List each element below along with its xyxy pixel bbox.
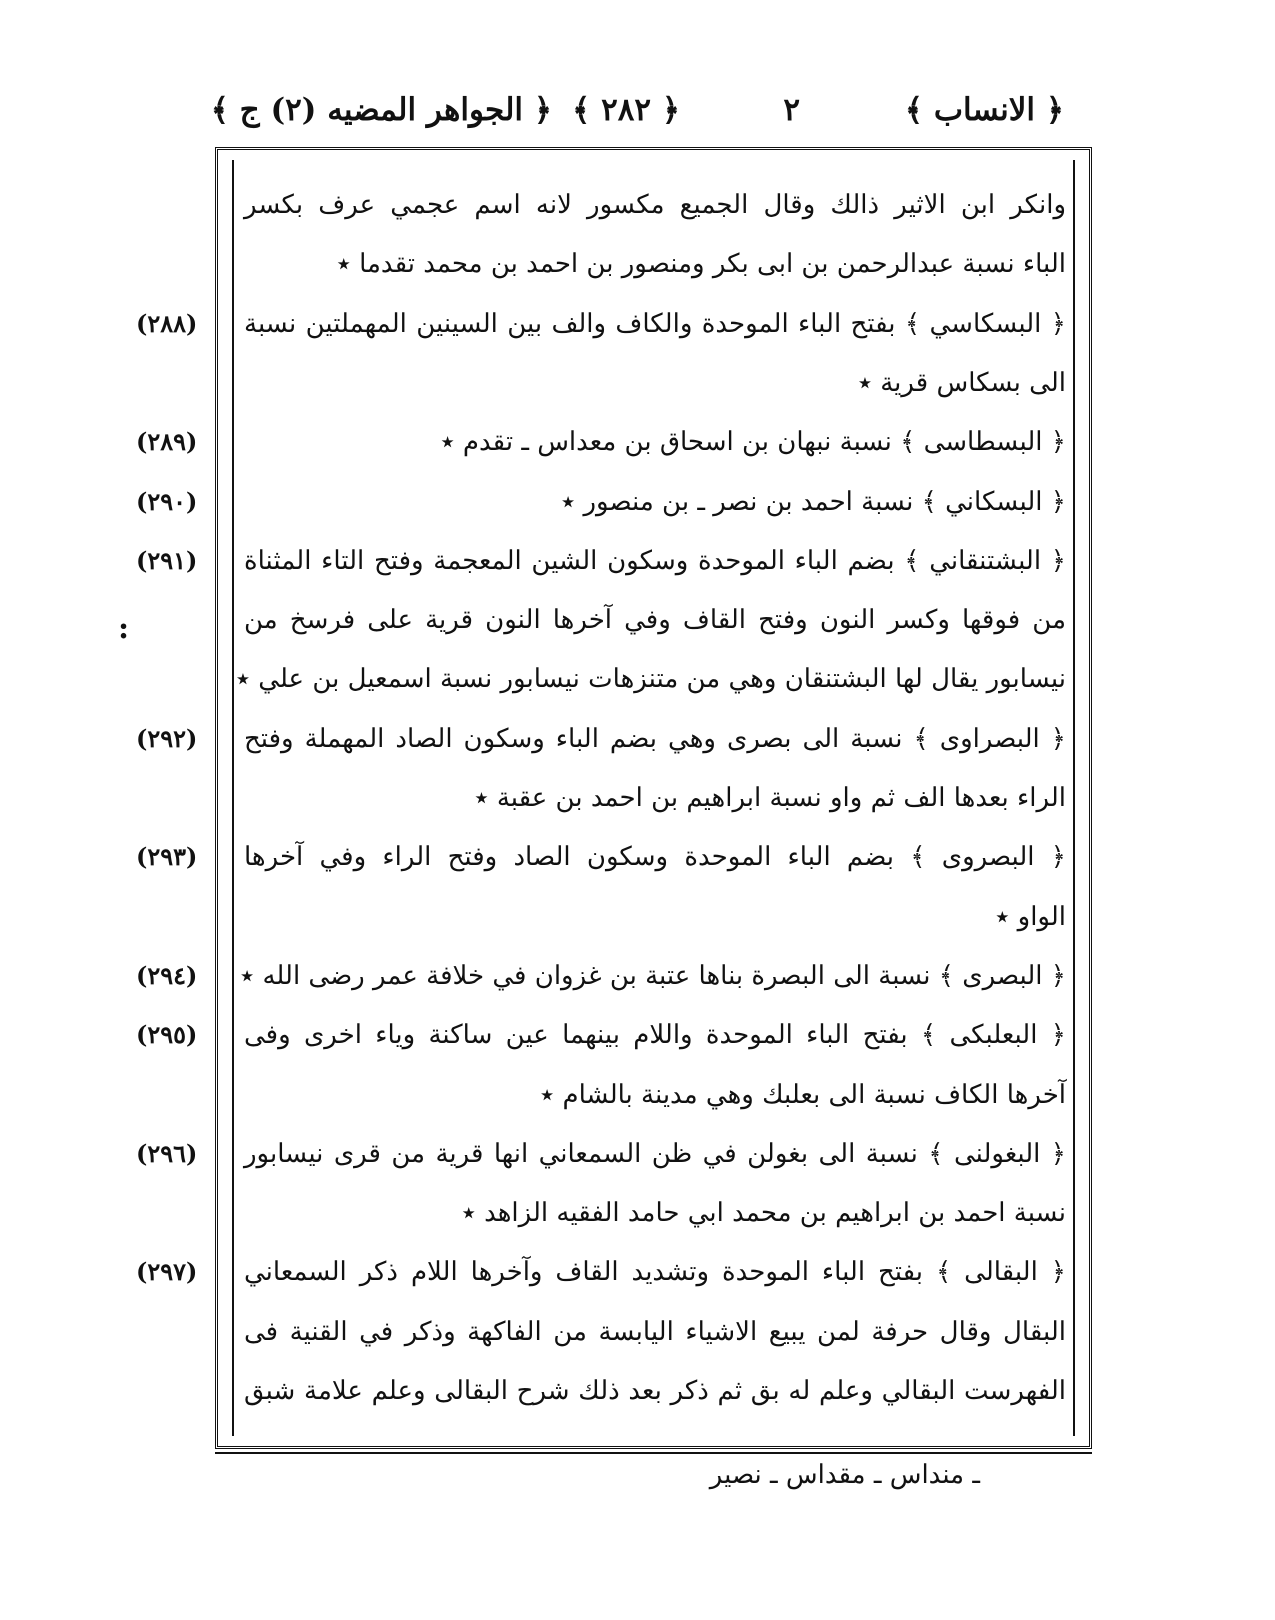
entry-number: (٢٨٩)	[136, 427, 198, 456]
text-line: ﴿ البغولنى ﴾ نسبة الى بغولن في ظن السمعاني انها قرية من قرى نيسابور	[244, 1139, 1066, 1169]
text-line: ﴿ البعلبكى ﴾ بفتح الباء الموحدة واللام بينهما عين ساكنة وياء اخرى وفى	[244, 1020, 1066, 1050]
text-line: البقال وقال حرفة لمن يبيع الاشياء اليابسة من الفاكهة وذكر في القنية فى	[244, 1317, 1066, 1347]
page-header	[210, 92, 1072, 148]
footnote-divider	[215, 1452, 1092, 1454]
page-number: ﴿ ٢٨٢ ﴾	[572, 92, 680, 128]
text-line: ﴿ البصرى ﴾ نسبة الى البصرة بناها عتبة بن غزوان في خلافة عمر رضى الله ٭	[240, 961, 1066, 991]
text-line: ﴿ البصراوى ﴾ نسبة الى بصرى وهي بضم الباء وسكون الصاد المهملة وفتح	[244, 724, 1066, 754]
entry-number: (٢٩٦)	[136, 1139, 198, 1168]
text-line: ﴿ البشتنقاني ﴾ بضم الباء الموحدة وسكون الشين المعجمة وفتح التاء المثناة	[244, 546, 1066, 576]
entry-number: (٢٩١)	[136, 546, 198, 575]
text-line: الفهرست البقالي وعلم له بق ثم ذكر بعد ذلك شرح البقالى وعلم علامة شبق	[244, 1376, 1066, 1406]
text-line: ﴿ البصروى ﴾ بضم الباء الموحدة وسكون الصاد وفتح الراء وفي آخرها	[244, 842, 1066, 872]
text-line: الراء بعدها الف ثم واو نسبة ابراهيم بن احمد بن عقبة ٭	[474, 783, 1066, 813]
entry-number: (٢٩٥)	[136, 1020, 198, 1049]
text-line: نيسابور يقال لها البشتنقان وهي من متنزهات نيسابور نسبة اسمعيل بن علي ٭	[235, 664, 1066, 694]
text-line: ﴿ البسطاسى ﴾ نسبة نبهان بن اسحاق بن معداس ـ تقدم ٭	[440, 427, 1066, 457]
entry-number: (٢٩٠)	[136, 487, 198, 516]
footnote: ـ منداس ـ مقداس ـ نصير	[709, 1460, 980, 1490]
text-line: الباء نسبة عبدالرحمن بن ابى بكر ومنصور بن احمد بن محمد تقدما ٭	[336, 249, 1066, 279]
entry-number: (٢٩٤)	[136, 961, 198, 990]
text-line: ﴿ البسكاني ﴾ نسبة احمد بن نصر ـ بن منصور ٭	[561, 487, 1066, 517]
entry-number: (٢٩٣)	[136, 842, 198, 871]
entry-number: (٢٩٧)	[136, 1257, 198, 1286]
text-line: ﴿ البسكاسي ﴾ بفتح الباء الموحدة والكاف والف بين السينين المهملتين نسبة	[244, 309, 1066, 339]
text-line: آخرها الكاف نسبة الى بعلبك وهي مدينة بالشام ٭	[540, 1080, 1066, 1110]
section-title: ﴿ الانساب ﴾	[904, 92, 1064, 128]
text-line: نسبة احمد بن ابراهيم بن محمد ابي حامد الفقيه الزاهد ٭	[461, 1198, 1066, 1228]
book-title: ﴿ الجواهر المضيه (٢) ج ﴾	[210, 92, 552, 128]
text-line: الواو ٭	[995, 902, 1066, 932]
entry-number: (٢٩٢)	[136, 724, 198, 753]
text-line: الى بسكاس قرية ٭	[857, 368, 1066, 398]
text-line: ﴿ البقالى ﴾ بفتح الباء الموحدة وتشديد القاف وآخرها اللام ذكر السمعاني	[244, 1257, 1066, 1287]
text-line: وانكر ابن الاثير ذالك وقال الجميع مكسور لانه اسم عجمي عرف بكسر	[244, 190, 1066, 220]
margin-mark: :	[118, 611, 130, 646]
text-line: من فوقها وكسر النون وفتح القاف وفي آخرها النون قرية على فرسخ من	[244, 605, 1066, 635]
entry-number: (٢٨٨)	[136, 309, 198, 338]
header-mark: ٢	[783, 92, 800, 128]
